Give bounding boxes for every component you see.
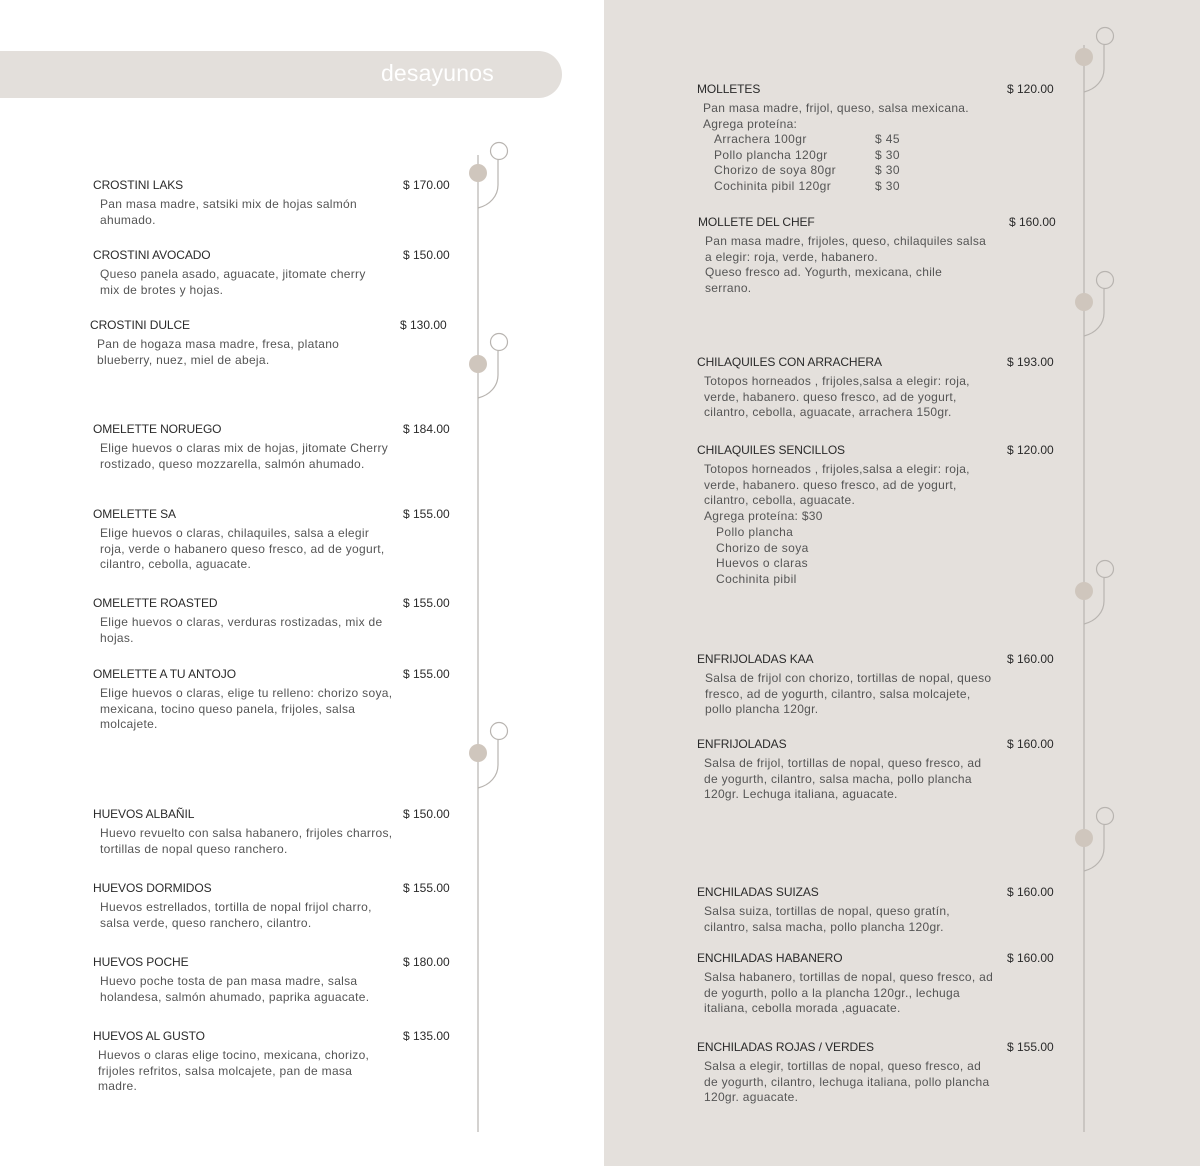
item-price: $ 155.00	[403, 596, 450, 610]
item-name: CHILAQUILES SENCILLOS	[697, 443, 845, 457]
item-description: Salsa de frijol, tortillas de nopal, queso fresco, ad de yogurth, cilantro, salsa macha, pollo plancha 120gr. Lechuga italiana, aguacate.	[704, 756, 982, 801]
item-description: Totopos horneados , frijoles,salsa a elegir: roja, verde, habanero. queso fresco, ad de yogurt, cilantro, cebolla, aguacate, arrachera 150gr.	[704, 374, 970, 419]
item-name: CROSTINI LAKS	[93, 178, 184, 192]
item-description: Salsa a elegir, tortillas de nopal, queso fresco, ad de yogurth, cilantro, lechuga italiana, pollo plancha 120gr. aguacate.	[704, 1059, 990, 1104]
item-name: OMELETTE SA	[93, 507, 176, 521]
item-name: CHILAQUILES CON ARRACHERA	[697, 355, 882, 369]
item-name: OMELETTE ROASTED	[93, 596, 218, 610]
item-description: Elige huevos o claras, verduras rostizadas, mix de hojas.	[100, 615, 383, 645]
protein-option: Cochinita pibil 120gr $ 30	[714, 178, 900, 193]
section-title: desayunos	[380, 60, 494, 86]
item-description: Pan masa madre, frijol, queso, salsa mexicana. Agrega proteína:	[703, 101, 969, 131]
item-name: HUEVOS ALBAÑIL	[93, 807, 195, 821]
item-price: $ 160.00	[1007, 737, 1054, 751]
item-price: $ 160.00	[1009, 215, 1056, 229]
item-name: ENCHILADAS SUIZAS	[697, 885, 819, 899]
item-description: Pan de hogaza masa madre, fresa, platano blueberry, nuez, miel de abeja.	[97, 337, 340, 367]
item-description: Totopos horneados , frijoles,salsa a elegir: roja, verde, habanero. queso fresco, ad de yogurt, cilantro, cebolla, aguacate. Agrega proteína: $30	[704, 462, 970, 523]
item-name: ENCHILADAS ROJAS / VERDES	[697, 1040, 874, 1054]
item-name: ENCHILADAS HABANERO	[697, 951, 843, 965]
item-name: CROSTINI DULCE	[90, 318, 190, 332]
protein-option: Chorizo de soya	[716, 540, 809, 555]
protein-option: Pollo plancha 120gr $ 30	[714, 147, 900, 162]
item-price: $ 155.00	[403, 507, 450, 521]
item-price: $ 120.00	[1007, 82, 1054, 96]
item-description: Huevos o claras elige tocino, mexicana, chorizo, frijoles refritos, salsa molcajete, pan de masa madre.	[98, 1048, 370, 1093]
item-name: ENFRIJOLADAS KAA	[697, 652, 814, 666]
item-description: Elige huevos o claras mix de hojas, jitomate Cherry rostizado, queso mozzarella, salmón ahumado.	[100, 441, 389, 471]
protein-option: Arrachera 100gr $ 45	[714, 132, 900, 146]
protein-price-list	[714, 132, 900, 194]
protein-option: Pollo plancha	[716, 525, 794, 539]
item-description: Salsa habanero, tortillas de nopal, queso fresco, ad de yogurth, pollo a la plancha 120gr., lechuga italiana, cebolla morada ,aguacate.	[704, 970, 994, 1015]
item-description: Elige huevos o claras, chilaquiles, salsa a elegir roja, verde o habanero queso fresco, ad de yogurt, cilantro, cebolla, aguacate.	[100, 526, 385, 571]
item-price: $ 135.00	[403, 1029, 450, 1043]
item-name: MOLLETE DEL CHEF	[698, 215, 815, 229]
item-description: Huevo poche tosta de pan masa madre, salsa holandesa, salmón ahumado, paprika aguacate.	[100, 974, 370, 1004]
item-price: $ 193.00	[1007, 355, 1054, 369]
item-description: Pan masa madre, satsiki mix de hojas salmón ahumado.	[100, 197, 358, 227]
item-description: Pan masa madre, frijoles, queso, chilaquiles salsa a elegir: roja, verde, habanero. Queso fresco ad. Yogurth, mexicana, chile serrano.	[705, 234, 987, 295]
item-name: MOLLETES	[697, 82, 761, 96]
item-name: OMELETTE A TU ANTOJO	[93, 667, 236, 681]
item-name: HUEVOS DORMIDOS	[93, 881, 212, 895]
item-name: HUEVOS POCHE	[93, 955, 189, 969]
item-price: $ 155.00	[1007, 1040, 1054, 1054]
item-description: Salsa de frijol con chorizo, tortillas de nopal, queso fresco, ad de yogurth, cilantro, salsa molcajete, pollo plancha 120gr.	[705, 671, 992, 716]
item-description: Elige huevos o claras, elige tu relleno: chorizo soya, mexicana, tocino queso panela, frijoles, salsa molcajete.	[100, 686, 393, 731]
item-price: $ 130.00	[400, 318, 447, 332]
item-price: $ 120.00	[1007, 443, 1054, 457]
item-name: HUEVOS AL GUSTO	[93, 1029, 205, 1043]
item-price: $ 155.00	[403, 667, 450, 681]
item-price: $ 155.00	[403, 881, 450, 895]
protein-option: Chorizo de soya 80gr $ 30	[714, 163, 900, 177]
item-price: $ 160.00	[1007, 652, 1054, 666]
item-description: Salsa suiza, tortillas de nopal, queso gratín, cilantro, salsa macha, pollo plancha 120gr.	[704, 904, 950, 934]
item-price: $ 150.00	[403, 807, 450, 821]
item-price: $ 184.00	[403, 422, 450, 436]
item-price: $ 160.00	[1007, 885, 1054, 899]
item-description: Huevos estrellados, tortilla de nopal frijol charro, salsa verde, queso ranchero, cilantro.	[100, 900, 372, 930]
protein-option: Huevos o claras	[716, 556, 809, 570]
item-name: CROSTINI AVOCADO	[93, 248, 211, 262]
item-description: Queso panela asado, aguacate, jitomate cherry mix de brotes y hojas.	[100, 267, 366, 297]
item-name: OMELETTE NORUEGO	[93, 422, 222, 436]
item-name: ENFRIJOLADAS	[697, 737, 787, 751]
item-description: Huevo revuelto con salsa habanero, frijoles charros, tortillas de nopal queso ranchero.	[100, 826, 393, 856]
section-banner	[0, 51, 562, 98]
protein-option: Cochinita pibil	[716, 571, 797, 586]
item-price: $ 150.00	[403, 248, 450, 262]
protein-option-list	[716, 525, 809, 587]
item-price: $ 170.00	[403, 178, 450, 192]
item-price: $ 160.00	[1007, 951, 1054, 965]
item-price: $ 180.00	[403, 955, 450, 969]
